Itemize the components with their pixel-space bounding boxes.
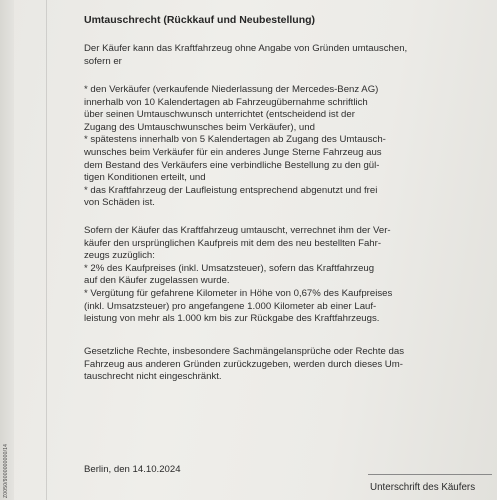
text-line: Der Käufer kann das Kraftfahrzeug ohne Angabe von Gründen umtauschen,: [84, 43, 408, 54]
signature-line: [368, 474, 492, 475]
paragraph-conditions: [84, 84, 454, 210]
document-title: Umtauschrecht (Rückkauf und Neubestellung): [84, 14, 316, 26]
text-line: käufer den ursprünglichen Kaufpreis mit dem des neu bestellten Fahr-: [84, 237, 382, 249]
text-line: innerhalb von 10 Kalendertagen ab Fahrzeugübernahme schriftlich: [84, 96, 368, 108]
text-line: * Vergütung für gefahrene Kilometer in Höhe von 0,67% des Kaufpreises: [84, 287, 393, 299]
text-line: Gesetzliche Rechte, insbesondere Sachmängelansprüche oder Rechte das: [84, 346, 404, 357]
text-line: (inkl. Umsatzsteuer) pro angefangene 1.000 Kilometer ab einer Lauf-: [84, 300, 377, 312]
text-line: auf den Käufer zugelassen wurde.: [84, 275, 230, 287]
text-line: Fahrzeug aus anderen Gründen zurückzugeben, werden durch dieses Um-: [84, 358, 403, 370]
text-line: dem Bestand des Verkäufers eine verbindliche Bestellung zu den gül-: [84, 159, 380, 171]
margin-form-code: Z0050/9000000000/14: [3, 443, 9, 498]
paragraph-intro: [84, 43, 454, 68]
text-line: * spätestens innerhalb von 5 Kalendertagen ab Zugang des Umtausch-: [84, 134, 386, 146]
text-line: über seinen Umtauschwunsch unterrichtet (entscheidend ist der: [84, 109, 355, 121]
text-line: * den Verkäufer (verkaufende Niederlassung der Mercedes-Benz AG): [84, 84, 379, 95]
paragraph-legal-rights: [84, 346, 454, 384]
text-line: Sofern der Käufer das Kraftfahrzeug umtauscht, verrechnet ihm der Ver-: [84, 225, 391, 236]
text-line: * 2% des Kaufpreises (inkl. Umsatzsteuer), sofern das Kraftfahrzeug: [84, 262, 375, 274]
text-line: tauschrecht nicht eingeschränkt.: [84, 371, 222, 383]
page-margin-strip: [0, 0, 14, 500]
text-line: Zugang des Umtauschwunsches beim Verkäufer), und: [84, 121, 315, 133]
text-line: zeugs zuzüglich:: [84, 250, 155, 262]
text-line: leistung von mehr als 1.000 km bis zur Rückgabe des Kraftfahrzeugs.: [84, 313, 380, 325]
place-date-text: Berlin, den 14.10.2024: [84, 464, 181, 475]
text-line: tigen Konditionen erteilt, und: [84, 172, 206, 184]
page-edge-line: [46, 0, 47, 500]
text-line: * das Kraftfahrzeug der Laufleistung entsprechend abgenutzt und frei: [84, 184, 378, 196]
text-line: wunsches beim Verkäufer für ein anderes Junge Sterne Fahrzeug aus: [84, 146, 382, 158]
paragraph-settlement: [84, 225, 454, 326]
text-line: sofern er: [84, 55, 122, 67]
text-line: von Schäden ist.: [84, 197, 155, 209]
buyer-signature-label: Unterschrift des Käufers: [370, 482, 476, 493]
